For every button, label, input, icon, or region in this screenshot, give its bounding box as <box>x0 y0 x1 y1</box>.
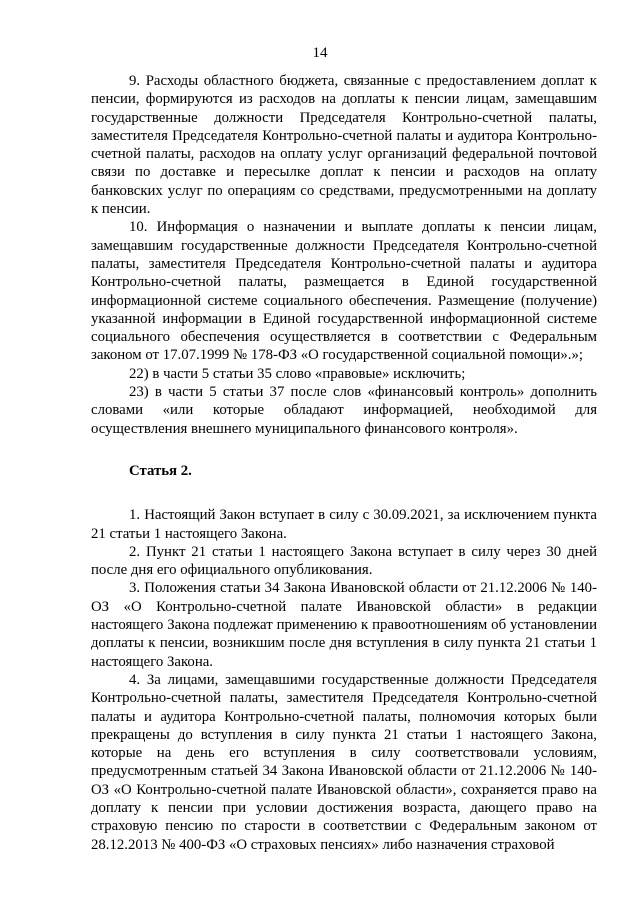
paragraph-amendment-22: 22) в части 5 статьи 35 слово «правовые» исключить; <box>129 365 466 382</box>
article-2-paragraph-2: 2. Пункт 21 статьи 1 настоящего Закона вступает в силу через 30 дней после дня его официального опубликования. <box>91 543 597 579</box>
article-2-paragraph-3: 3. Положения статьи 34 Закона Ивановской области от 21.12.2006 № 140-ОЗ «О Контрольно-счетной палате Ивановской области» в редакции настоящего Закона подлежат применению к правоотношениям об установлении доплаты к пенсии, возникшим после дня вступления в силу пункта 21 статьи 1 настоящего Закона. <box>91 580 597 670</box>
document-body <box>91 72 597 854</box>
page-number: 14 <box>312 45 328 61</box>
article-2-heading: Статья 2. <box>129 462 192 479</box>
paragraph-item-10: 10. Информация о назначении и выплате доплаты к пенсии лицам, замещавшим государственные должности Председателя Контрольно-счетной палаты, заместителя Председателя Контрольно-счетной палаты и аудитора Контрольно-счетной палаты, размещается в Единой государственной информационной системе социального обеспечения. Размещение (получение) указанной информации в Единой государственной информационной системе социального обеспечения осуществляется в соответствии с Федеральным законом от 17.07.1999 № 178-ФЗ «О государственной социальной помощи».»; <box>91 219 597 364</box>
paragraph-amendment-23: 23) в части 5 статьи 37 после слов «финансовый контроль» дополнить словами «или которые обладают информацией, необходимой для осуществления внешнего муниципального финансового контроля». <box>91 384 597 437</box>
article-2-paragraph-4: 4. За лицами, замещавшими государственные должности Председателя Контрольно-счетной палаты, заместителя Председателя Контрольно-счетной палаты и аудитора Контрольно-счетной палаты, полномочия которых были прекращены до вступления в силу пункта 21 статьи 1 настоящего Закона, которые на день его вступления в силу соответствовали условиям, предусмотренным статьей 34 Закона Ивановской области от 21.12.2006 № 140-ОЗ «О Контрольно-счетной палате Ивановской области», сохраняется право на доплату к пенсии при условии достижения возраста, дающего право на страховую пенсию по старости в соответствии с Федеральным законом от 28.12.2013 № 400-ФЗ «О страховых пенсиях» либо назначения страховой <box>91 671 597 853</box>
article-2-paragraph-1: 1. Настоящий Закон вступает в силу с 30.09.2021, за исключением пункта 21 статьи 1 настоящего Закона. <box>91 507 597 542</box>
paragraph-item-9: 9. Расходы областного бюджета, связанные с предоставлением доплат к пенсии, формируются из расходов на доплаты к пенсии лицам, замещавшим государственные должности Председателя Контрольно-счетной палаты, заместителя Председателя Контрольно-счетной палаты и аудитора Контрольно-счетной палаты, расходов на оплату услуг организаций федеральной почтовой связи по доставке и пересылке доплат к пенсии и расходов на оплату банковских услуг по операциям со средствами, предусмотренными на доплату к пенсии. <box>91 73 597 218</box>
